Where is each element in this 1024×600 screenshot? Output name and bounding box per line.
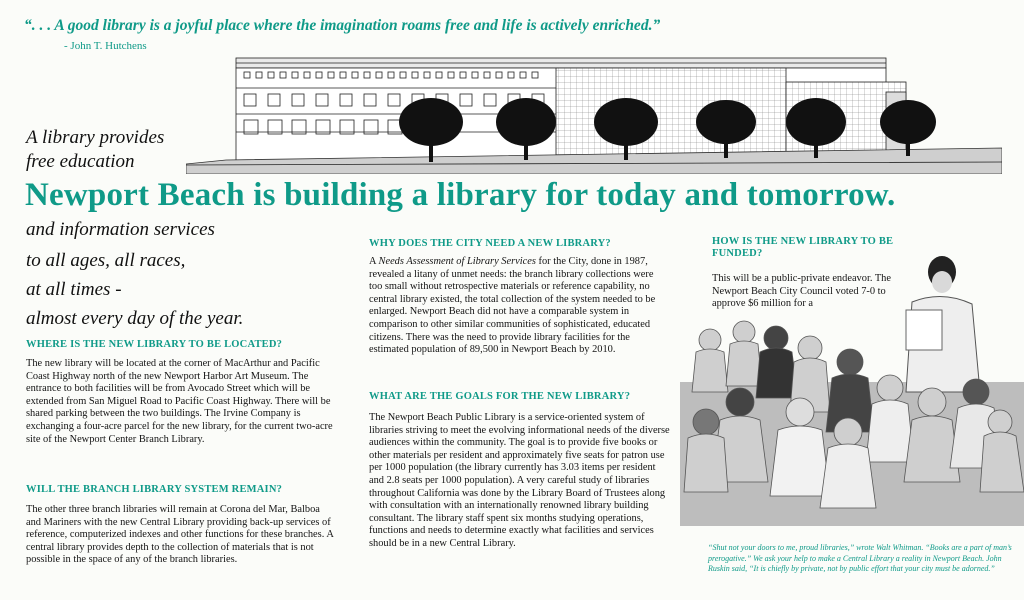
building-window bbox=[340, 72, 346, 78]
section-body-funded: This will be a public-private endeavor. The Newport Beach City Council voted 7-0 to approve $6 million for a bbox=[712, 273, 891, 310]
header-quote: “. . . A good library is a joyful place where the imagination roams free and life is actively enriched.” bbox=[24, 17, 661, 34]
building-window bbox=[484, 94, 496, 106]
building-window bbox=[388, 94, 400, 106]
why-rest: for the City, done in 1987, revealed a litany of unmet needs: the branch library collections were too small without retrospective materials or reference capability, no central library existed, the total collection of the system needed to be enlarged. Newport Beach did not have a comparable system in comparison to other similar communities of sophisticated, educated citizens. There was the need to provide library facilities for the estimated population of 89,500 in Newport Beach by 2010. bbox=[369, 256, 656, 356]
section-body-goals: The Newport Beach Public Library is a service-oriented system of libraries striving to meet the evolving informational needs of the diverse audiences within the community. The goal is to provide five books or other materials per resident and approximately five seats for patron use per 1000 population (the library currently has 3.03 items per resident and 2.8 seats per 1000 population). A very careful study of libraries throughout California was done by the Library Board of Trustees along with consultation with an internationally renowned library building consultant. The library staff spent six months studying operations, functions and needs to determine exactly what facilities and services should be in a new Central Library. bbox=[369, 412, 670, 549]
building-window bbox=[364, 94, 376, 106]
lead-line-5: at all times - bbox=[26, 279, 122, 300]
page-headline: Newport Beach is building a library for today and tomorrow. bbox=[25, 177, 896, 213]
building-window bbox=[376, 72, 382, 78]
building-window bbox=[460, 72, 466, 78]
photo-caption: “Shut not your doors to me, proud libraries,” wrote Walt Whitman. “Books are a part of man’s prerogative.” We ask your help to make a Central Library a reality in Newport Beach. John Ruskin said, “It is chiefly by private, not by public effort that your city must be adorned.” bbox=[708, 543, 1012, 573]
lead-line-2: free education bbox=[26, 151, 135, 172]
lead-line-4: to all ages, all races, bbox=[26, 250, 186, 271]
building-window bbox=[460, 94, 472, 106]
building-window bbox=[364, 72, 370, 78]
building-window bbox=[448, 72, 454, 78]
building-window bbox=[256, 72, 262, 78]
building-window bbox=[352, 72, 358, 78]
building-window bbox=[424, 72, 430, 78]
building-window bbox=[244, 94, 256, 106]
building-window bbox=[496, 72, 502, 78]
building-window bbox=[292, 94, 304, 106]
section-body-located: The new library will be located at the corner of MacArthur and Pacific Coast Highway north of the new Newport Harbor Art Museum. The entrance to both facilities will be from Avocado Street which will be extended from San Miguel Road to Pacific Coast Highway. There will be shared parking between the two buildings. The Irvine Company is exchanging a four-acre parcel for the new library, for the current two-acre site of the Newport Center Branch Library. bbox=[26, 358, 333, 445]
building-window bbox=[268, 94, 280, 106]
section-body-why bbox=[369, 256, 669, 357]
building-window bbox=[316, 94, 328, 106]
building-window bbox=[412, 72, 418, 78]
lead-line-6: almost every day of the year. bbox=[26, 308, 244, 329]
section-heading-located: WHERE IS THE NEW LIBRARY TO BE LOCATED? bbox=[26, 339, 283, 350]
quote-author: - John T. Hutchens bbox=[64, 40, 147, 52]
section-body-branch: The other three branch libraries will remain at Corona del Mar, Balboa and Mariners with the new Central Library providing back-up services of reference, computerized indexes and other functions for these branches. A central library provides depth to the collection of materials that is not possible in the space of any of the branch libraries. bbox=[26, 504, 334, 566]
building-window bbox=[508, 72, 514, 78]
why-intro: A bbox=[369, 256, 379, 267]
building-window bbox=[304, 72, 310, 78]
building-window bbox=[388, 72, 394, 78]
building-window bbox=[280, 72, 286, 78]
building-window bbox=[520, 72, 526, 78]
building-window bbox=[472, 72, 478, 78]
building-window bbox=[532, 72, 538, 78]
lead-line-1: A library provides bbox=[26, 127, 165, 148]
building-window bbox=[484, 72, 490, 78]
building-window bbox=[436, 72, 442, 78]
building-window bbox=[244, 72, 250, 78]
building-window bbox=[292, 72, 298, 78]
library-building-icon bbox=[186, 52, 1002, 174]
building-window bbox=[316, 72, 322, 78]
needs-assessment-title: Needs Assessment of Library Services bbox=[378, 256, 536, 267]
building-window bbox=[328, 72, 334, 78]
building-window bbox=[268, 72, 274, 78]
section-heading-goals: WHAT ARE THE GOALS FOR THE NEW LIBRARY? bbox=[369, 391, 631, 402]
lead-line-3: and information services bbox=[26, 219, 215, 240]
section-heading-funded: HOW IS THE NEW LIBRARY TO BE FUNDED? bbox=[712, 236, 894, 259]
section-heading-why: WHY DOES THE CITY NEED A NEW LIBRARY? bbox=[369, 238, 611, 249]
building-window bbox=[400, 72, 406, 78]
section-heading-branch: WILL THE BRANCH LIBRARY SYSTEM REMAIN? bbox=[26, 484, 283, 495]
building-window bbox=[340, 94, 352, 106]
